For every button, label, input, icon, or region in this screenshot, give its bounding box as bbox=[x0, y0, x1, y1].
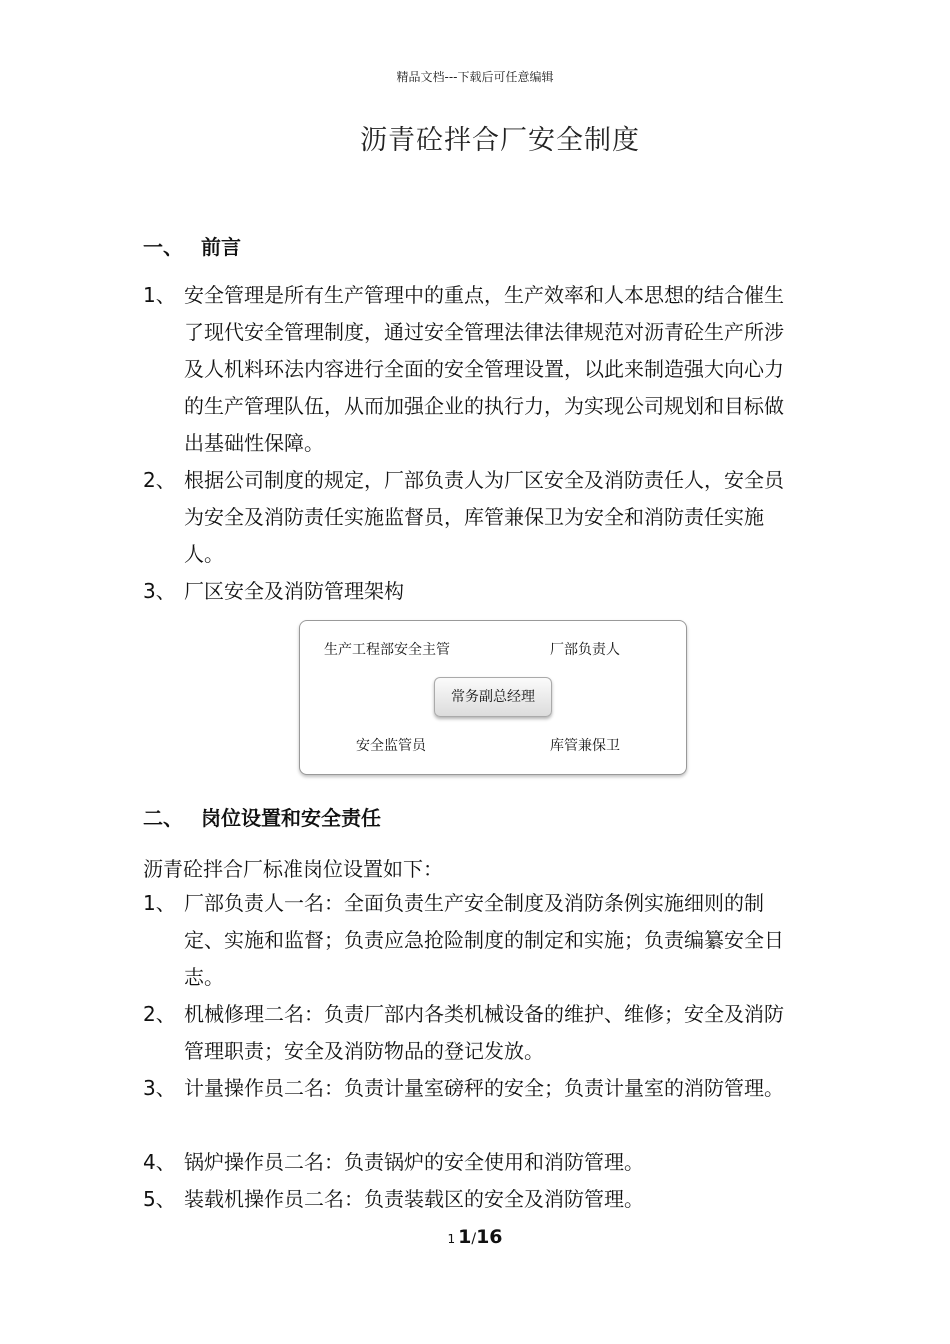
section-number: 二、 bbox=[143, 806, 183, 830]
item-number: 4、 bbox=[143, 1150, 176, 1174]
item-number: 1、 bbox=[143, 891, 176, 915]
section-heading-2 bbox=[143, 802, 381, 831]
section-title: 岗位设置和安全责任 bbox=[201, 806, 381, 830]
list-item bbox=[143, 1070, 803, 1107]
org-chart bbox=[299, 620, 687, 775]
item-number: 1、 bbox=[143, 283, 176, 307]
section-number: 一、 bbox=[143, 235, 183, 259]
list-item bbox=[143, 573, 803, 610]
item-number: 2、 bbox=[143, 1002, 176, 1026]
item-number: 3、 bbox=[143, 1076, 176, 1100]
page-footer bbox=[0, 1226, 950, 1248]
item-text: 锅炉操作员二名：负责锅炉的安全使用和消防管理。 bbox=[184, 1150, 644, 1174]
list-item bbox=[143, 996, 803, 1070]
item-number: 2、 bbox=[143, 468, 176, 492]
section-heading-1 bbox=[143, 231, 241, 260]
section-intro: 沥青砼拌合厂标准岗位设置如下： bbox=[143, 857, 443, 881]
item-number: 5、 bbox=[143, 1187, 176, 1211]
section-title: 前言 bbox=[201, 235, 241, 259]
item-text: 厂区安全及消防管理架构 bbox=[184, 579, 404, 603]
list-item bbox=[143, 462, 803, 573]
org-node-plant-manager: 厂部负责人 bbox=[550, 642, 620, 658]
item-text: 安全管理是所有生产管理中的重点，生产效率和人本思想的结合催生了现代安全管理制度，通过安全管理法律法律规范对沥青砼生产所涉及人机料环法内容进行全面的安全管理设置，以此来制造强大向心力的生产管理队伍，从而加强企业的执行力，为实现公司规划和目标做出基础性保障。 bbox=[184, 283, 784, 455]
document-title: 沥青砼拌合厂安全制度 bbox=[360, 125, 640, 156]
item-text: 根据公司制度的规定，厂部负责人为厂区安全及消防责任人，安全员为安全及消防责任实施监督员，库管兼保卫为安全和消防责任实施人。 bbox=[184, 468, 784, 566]
total-pages: 16 bbox=[476, 1226, 503, 1248]
org-node-executive-vp: 常务副总经理 bbox=[434, 677, 552, 717]
item-number: 3、 bbox=[143, 579, 176, 603]
org-node-production-safety-supervisor: 生产工程部安全主管 bbox=[324, 642, 450, 658]
item-text: 计量操作员二名：负责计量室磅秤的安全；负责计量室的消防管理。 bbox=[184, 1076, 784, 1100]
list-item bbox=[143, 1181, 803, 1218]
org-node-warehouse-security: 库管兼保卫 bbox=[550, 738, 620, 754]
list-item bbox=[143, 885, 803, 996]
page-header: 精品文档---下载后可任意编辑 bbox=[396, 70, 554, 84]
current-page: 1 bbox=[458, 1226, 472, 1248]
org-node-safety-supervisor: 安全监管员 bbox=[356, 738, 426, 754]
list-item bbox=[143, 1144, 803, 1181]
item-text: 厂部负责人一名：全面负责生产安全制度及消防条例实施细则的制定、实施和监督；负责应急抢险制度的制定和实施；负责编纂安全日志。 bbox=[184, 891, 784, 989]
item-text: 机械修理二名：负责厂部内各类机械设备的维护、维修；安全及消防管理职责；安全及消防物品的登记发放。 bbox=[184, 1002, 784, 1063]
item-text: 装载机操作员二名：负责装载区的安全及消防管理。 bbox=[184, 1187, 644, 1211]
footer-small-number: 1 bbox=[447, 1232, 456, 1246]
page-separator: / bbox=[471, 1231, 477, 1247]
list-item bbox=[143, 277, 803, 462]
